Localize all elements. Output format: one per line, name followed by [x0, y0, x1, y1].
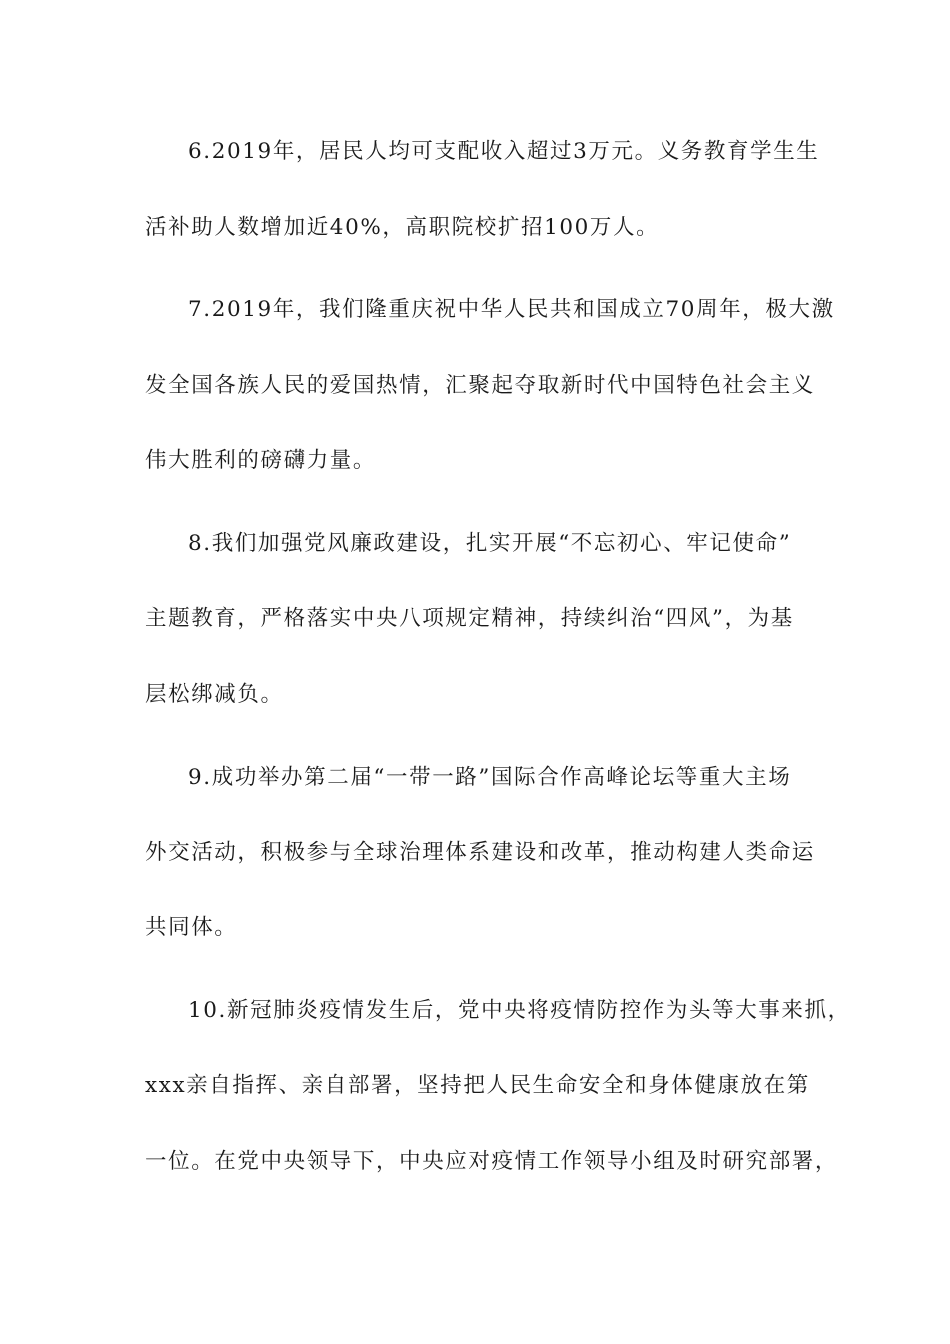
paragraph-line: 一位。在党中央领导下，中央应对疫情工作领导小组及时研究部署，: [145, 1149, 839, 1174]
paragraph-line: 主题教育，严格落实中央八项规定精神，持续纠治“四风”，为基: [145, 606, 794, 631]
paragraph-line: 层松绑减负。: [145, 682, 284, 707]
paragraph-line: 6.2019年，居民人均可支配收入超过3万元。义务教育学生生: [188, 139, 820, 164]
paragraph-line: xxx亲自指挥、亲自部署，坚持把人民生命安全和身体健康放在第: [145, 1073, 810, 1098]
paragraph-line: 伟大胜利的磅礴力量。: [145, 448, 377, 473]
paragraph-line: 共同体。: [145, 915, 238, 940]
paragraph-line: 7.2019年，我们隆重庆祝中华人民共和国成立70周年，极大激: [188, 297, 835, 322]
paragraph-line: 发全国各族人民的爱国热情，汇聚起夺取新时代中国特色社会主义: [145, 373, 815, 398]
paragraph-line: 活补助人数增加近40%，高职院校扩招100万人。: [145, 215, 660, 240]
paragraph-line: 外交活动，积极参与全球治理体系建设和改革，推动构建人类命运: [145, 840, 815, 865]
paragraph-line: 8.我们加强党风廉政建设，扎实开展“不忘初心、牢记使命”: [188, 531, 792, 556]
paragraph-line: 10.新冠肺炎疫情发生后，党中央将疫情防控作为头等大事来抓，: [188, 998, 851, 1023]
paragraph-line: 9.成功举办第二届“一带一路”国际合作高峰论坛等重大主场: [188, 765, 792, 790]
